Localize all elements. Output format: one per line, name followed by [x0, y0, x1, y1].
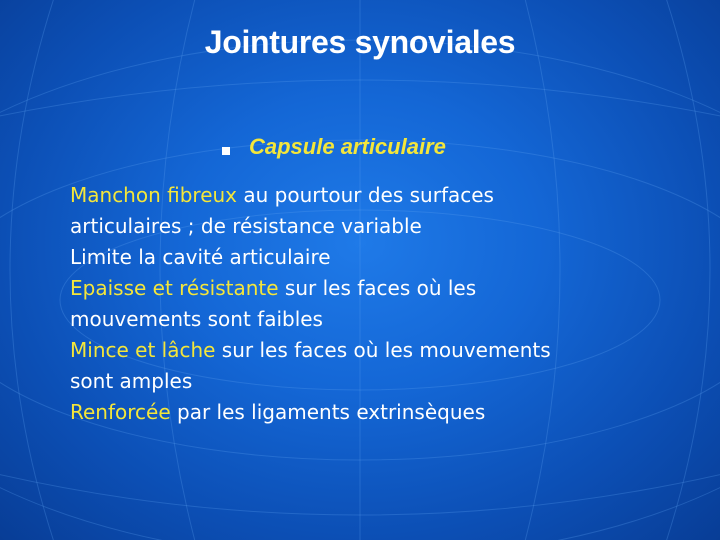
slide-title: Jointures synoviales: [204, 24, 516, 60]
highlight-text: Epaisse et résistante: [70, 276, 279, 300]
line-text: au pourtour des surfaces: [237, 183, 494, 207]
line-text: Limite la cavité articulaire: [70, 245, 331, 269]
line-text: par les ligaments extrinsèques: [170, 400, 486, 424]
line-text: sont amples: [70, 369, 193, 393]
bullet-square-icon: [222, 147, 230, 155]
text-line: [70, 242, 690, 273]
line-text: articulaires ; de résistance variable: [70, 214, 422, 238]
line-text: mouvements sont faibles: [70, 307, 323, 331]
text-line: [70, 397, 690, 428]
highlight-text: Mince et lâche: [70, 338, 216, 362]
text-line: [70, 211, 690, 242]
text-line: [70, 335, 690, 366]
text-line: [70, 180, 690, 211]
text-line: [70, 273, 690, 304]
line-text: sur les faces où les mouvements: [215, 338, 551, 362]
text-line: [70, 304, 690, 335]
bullet-label: Capsule articulaire: [249, 134, 446, 159]
line-text: sur les faces où les: [278, 276, 477, 300]
body-text: [70, 180, 690, 428]
text-line: [70, 366, 690, 397]
highlight-text: Manchon fibreux: [70, 183, 238, 207]
highlight-text: Renforcée: [70, 400, 171, 424]
